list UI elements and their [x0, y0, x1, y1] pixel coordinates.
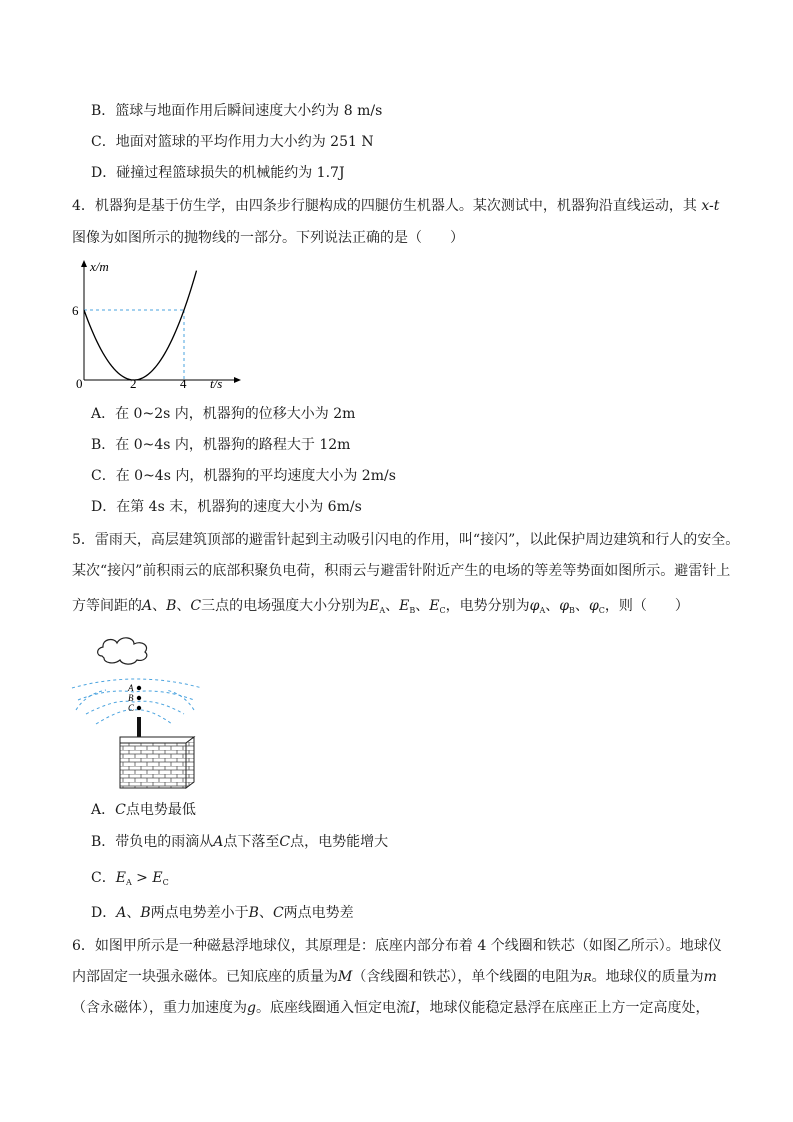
q5-phi-c-sub: C — [598, 606, 605, 615]
storm-cloud-icon — [98, 638, 147, 664]
q5-opt-c-pre: C． — [91, 870, 116, 886]
q5-sep: 、 — [152, 598, 167, 614]
q5-var-a: A — [142, 598, 153, 614]
x-tick-2: 2 — [130, 376, 137, 391]
x-axis-label: t/s — [210, 376, 223, 391]
q3-option-c: C．地面对篮球的平均作用力大小约为 251 N — [91, 134, 374, 150]
xt-parabola — [84, 271, 197, 380]
q5-opt-a-pre: A． — [91, 802, 116, 818]
q3-option-b: B．篮球与地面作用后瞬间速度大小约为 8 m/s — [91, 103, 383, 119]
y-axis-arrow — [81, 260, 87, 267]
q5-ec: E — [429, 598, 440, 614]
q6-l2b: （含线圈和铁芯），单个线圈的电阻为 — [352, 969, 584, 985]
q6-stem-line2 — [72, 967, 717, 988]
q5-sep: 、 — [545, 598, 560, 614]
q5-opt-d-mid: 两点电势差小于 — [150, 905, 249, 921]
point-a — [137, 686, 141, 690]
q6-var-m-base: M — [338, 969, 353, 985]
q5-sep: 、 — [574, 598, 589, 614]
q5-opt-b-var2: C — [279, 834, 291, 850]
q5-sep: 、 — [176, 598, 191, 614]
origin-label: 0 — [76, 376, 83, 391]
q5-opt-d-b: B — [140, 905, 151, 921]
q5-ea: E — [369, 598, 380, 614]
y-axis-label: x/m — [90, 259, 109, 274]
point-b — [137, 696, 141, 700]
q5-sep: 、 — [415, 598, 430, 614]
q5-opt-d-sep: 、 — [126, 905, 141, 921]
q5-opt-b-post: 点，电势能增大 — [290, 834, 389, 850]
q6-l2a: 内部固定一块强永磁体。已知底座的质量为 — [72, 969, 338, 985]
q6-stem-line3 — [72, 998, 710, 1018]
q5-opt-d-c: C — [272, 905, 284, 921]
q5-opt-a-post: 点电势最低 — [125, 802, 196, 818]
q4-stem-line2: 图像为如图所示的抛物线的一部分。下列说法正确的是（ ） — [72, 230, 464, 246]
x-tick-4: 4 — [180, 376, 187, 391]
q4-option-d: D．在第 4s 末，机器狗的速度大小为 6m/s — [91, 499, 362, 515]
building-top — [120, 737, 194, 743]
q4-option-b: B．在 0~4s 内，机器狗的路程大于 12m — [91, 437, 351, 453]
q5-stem-line1: 5．雷雨天，高层建筑顶部的避雷针起到主动吸引闪电的作用，叫“接闪”，以此保护周边建筑和行人的安全。 — [72, 532, 740, 548]
q6-var-r: R — [583, 971, 592, 984]
label-c: C — [128, 703, 135, 713]
building-side — [186, 737, 194, 788]
q6-l3b: 。底座线圈通入恒定电流 — [255, 1000, 410, 1016]
building-brick-icon — [120, 743, 186, 788]
q4-graph-svg — [62, 258, 242, 393]
q5-stem-line3 — [72, 596, 689, 621]
q5-opt-d-pre: D． — [91, 905, 117, 921]
label-b: B — [128, 693, 134, 703]
q6-l3a: （含永磁体），重力加速度为 — [72, 1000, 247, 1016]
q4-option-c: C．在 0~4s 内，机器狗的平均速度大小为 2m/s — [91, 468, 396, 484]
q5-opt-b-mid: 点下落至 — [223, 834, 280, 850]
q6-var-i: I — [409, 1000, 416, 1016]
q5-stem-line2: 某次“接闪”前积雨云的底部积聚负电荷，积雨云与避雷针附近产生的电场的等差等势面如图所示。避雷针上 — [72, 563, 731, 579]
q5-s3-mid2: ，电势分别为 — [445, 598, 530, 614]
q5-opt-c-ea-sub: A — [125, 878, 132, 887]
q5-phi-a-sub: A — [539, 606, 546, 615]
q5-opt-d-post: 两点电势差 — [283, 905, 354, 921]
q5-sep: 、 — [385, 598, 400, 614]
q6-l2c: 。地球仪的质量为 — [591, 969, 704, 985]
q5-var-c: C — [190, 598, 202, 614]
label-a: A — [128, 683, 134, 693]
q4-xt-var: x-t — [701, 198, 720, 214]
q5-s3-mid: 三点的电场强度大小分别为 — [201, 598, 370, 614]
q5-opt-d-b2: B — [248, 905, 259, 921]
x-axis-arrow — [234, 377, 241, 383]
q5-option-c — [91, 868, 169, 893]
q4-stem-line1 — [72, 196, 719, 216]
q5-var-b: B — [166, 598, 177, 614]
q5-phi-b-sub: B — [569, 606, 575, 615]
q4-xt-graph — [62, 258, 242, 393]
q5-ec-sub: C — [439, 606, 446, 615]
q5-opt-a-var: C — [115, 802, 126, 818]
q5-option-b — [91, 832, 388, 852]
q5-opt-b-pre: B．带负电的雨滴从 — [91, 834, 214, 850]
q3-option-d: D．碰撞过程篮球损失的机械能约为 1.7J — [91, 165, 345, 181]
lightning-rod-icon — [137, 717, 141, 737]
q5-eb: E — [399, 598, 410, 614]
q5-opt-d-a: A — [116, 905, 127, 921]
q6-l3c: ，地球仪能稳定悬浮在底座正上方一定高度处， — [415, 1000, 710, 1016]
q5-option-d — [91, 903, 354, 923]
q5-eb-sub: B — [409, 606, 416, 615]
q5-phi-a: φ — [529, 598, 540, 614]
q5-lightning-figure — [66, 622, 216, 792]
q5-phi-c: φ — [588, 598, 599, 614]
q5-opt-d-sep: 、 — [258, 905, 273, 921]
point-c — [137, 706, 141, 710]
q5-opt-b-var1: A — [213, 834, 224, 850]
q5-option-a — [91, 800, 196, 820]
q5-s3-pre: 方等间距的 — [72, 598, 142, 614]
y-tick-6: 6 — [72, 303, 79, 318]
q5-opt-c-ea: E — [115, 870, 126, 886]
q5-opt-c-op: > — [131, 870, 153, 886]
q4-option-a: A．在 0~2s 内，机器狗的位移大小为 2m — [91, 406, 356, 422]
q5-ea-sub: A — [379, 606, 386, 615]
q5-phi-b: φ — [559, 598, 570, 614]
q5-opt-c-ec: E — [152, 870, 163, 886]
q5-figure-svg — [66, 622, 216, 792]
q5-opt-c-ec-sub: C — [162, 878, 169, 887]
q5-s3-end: ，则（ ） — [604, 598, 689, 614]
q4-stem-text: 4．机器狗是基于仿生学，由四条步行腿构成的四腿仿生机器人。某次测试中，机器狗沿直线运动，其 — [72, 198, 702, 214]
q6-stem-line1: 6．如图甲所示是一种磁悬浮地球仪，其原理是：底座内部分布着 4 个线圈和铁芯（如图乙所示）。地球仪 — [72, 938, 722, 954]
q6-var-g: g — [247, 1000, 256, 1016]
q6-var-m: m — [703, 969, 717, 985]
